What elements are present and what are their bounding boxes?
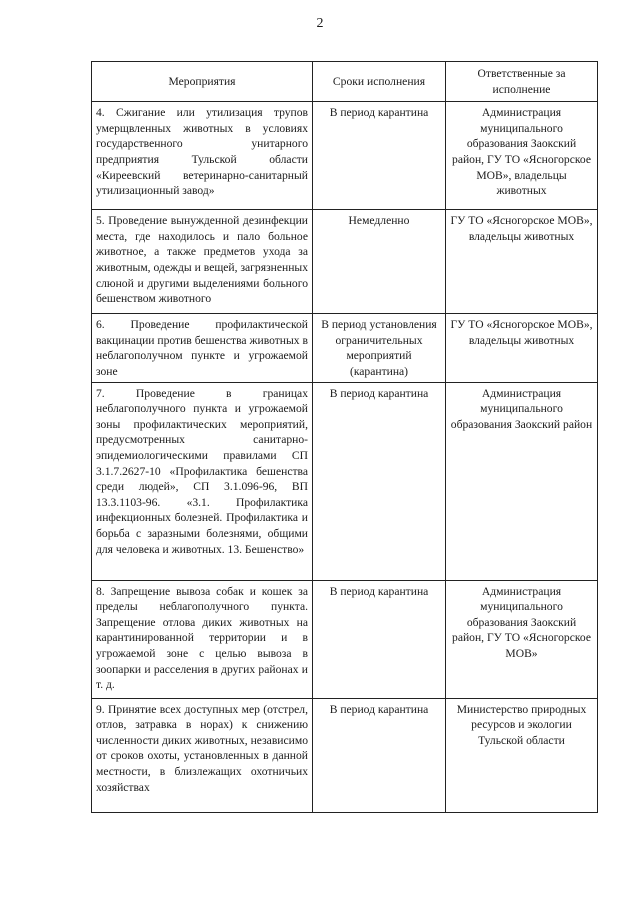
table-header-row — [92, 62, 598, 102]
measure-cell: 6. Проведение профилактической вакцинации против бешенства животных в неблагополучном пункте и угрожаемой зоне — [92, 314, 313, 382]
measure-cell: 8. Запрещение вывоза собак и кошек за пределы неблагополучного пункта. Запрещение отлова диких животных на карантинированной территории и в угрожаемой зоне с целью вывоза в зоопарки и расселения в других районах и т. д. — [92, 580, 313, 698]
table-row — [92, 382, 598, 580]
responsible-cell: Администрация муниципального образования Заокский район — [446, 382, 598, 580]
table-row — [92, 210, 598, 314]
responsible-cell: Администрация муниципального образования Заокский район, ГУ ТО «Ясногорское МОВ», владельцы животных — [446, 102, 598, 210]
term-cell: В период карантина — [313, 102, 446, 210]
table-row — [92, 698, 598, 812]
header-measures: Мероприятия — [92, 62, 313, 102]
term-cell: Немедленно — [313, 210, 446, 314]
term-cell: В период установления ограничительных мероприятий (карантина) — [313, 314, 446, 382]
header-responsible: Ответственные за исполнение — [446, 62, 598, 102]
measure-cell: 5. Проведение вынужденной дезинфекции места, где находилось и пало больное животное, а также предметов ухода за животным, одежды и вещей, загрязненных слюной и другими выделениями больного бешенством животного — [92, 210, 313, 314]
term-cell: В период карантина — [313, 580, 446, 698]
measure-cell: 9. Принятие всех доступных мер (отстрел, отлов, затравка в норах) к снижению численности диких животных, независимо от сроков охоты, установленных в данной местности, в близлежащих охотничьих хозяйствах — [92, 698, 313, 812]
table-row — [92, 102, 598, 210]
term-cell: В период карантина — [313, 382, 446, 580]
measure-cell: 4. Сжигание или утилизация трупов умерщвленных животных в условиях государственного унитарного предприятия Тульской области «Киреевский ветеринарно-санитарный утилизационный завод» — [92, 102, 313, 210]
responsible-cell: ГУ ТО «Ясногорское МОВ», владельцы животных — [446, 314, 598, 382]
measures-table — [91, 61, 598, 813]
responsible-cell: ГУ ТО «Ясногорское МОВ», владельцы животных — [446, 210, 598, 314]
table-row — [92, 314, 598, 382]
table-row — [92, 580, 598, 698]
page-number: 2 — [316, 16, 324, 31]
header-terms: Сроки исполнения — [313, 62, 446, 102]
measure-cell: 7. Проведение в границах неблагополучного пункта и угрожаемой зоны профилактических мероприятий, предусмотренных санитарно-эпидемиологическими правилами СП 3.1.7.2627-10 «Профилактика бешенства среди людей», СП 3.1.096-96, ВП 13.3.1103-96. «3.1. Профилактика инфекционных болезней. Профилактика и борьба с заразными болезнями, общими для человека и животных. 13. Бешенство» — [92, 382, 313, 580]
responsible-cell: Администрация муниципального образования Заокский район, ГУ ТО «Ясногорское МОВ» — [446, 580, 598, 698]
responsible-cell: Министерство природных ресурсов и экологии Тульской области — [446, 698, 598, 812]
term-cell: В период карантина — [313, 698, 446, 812]
